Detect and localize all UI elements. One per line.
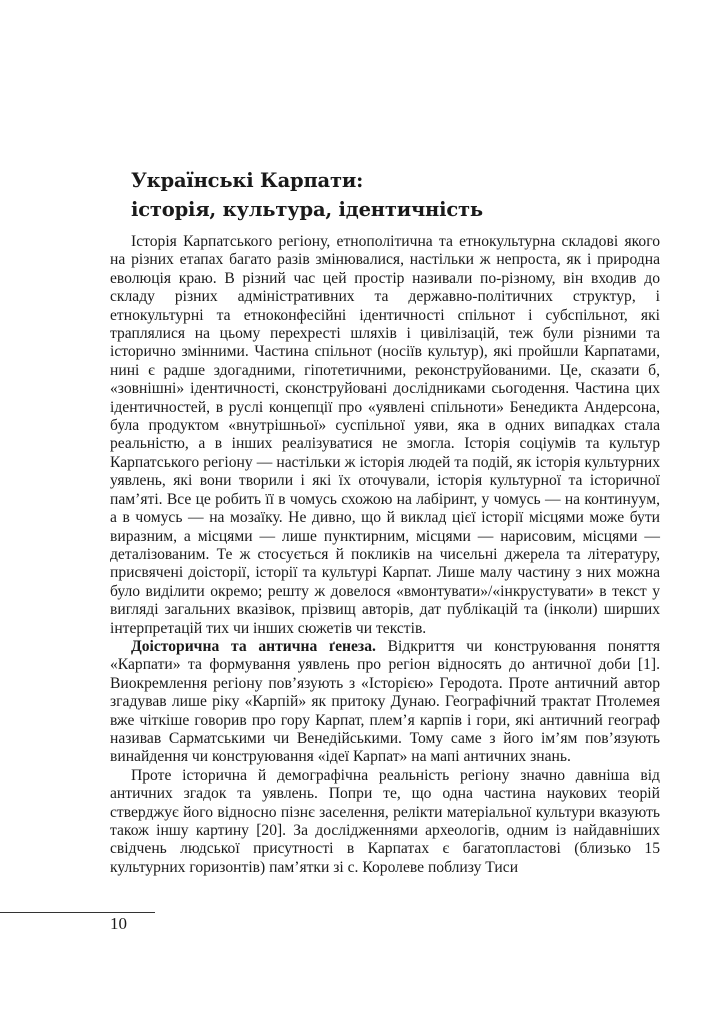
- footer-rule: [0, 912, 155, 913]
- paragraph-ancient-genesis-text: Відкриття чи конструювання поняття «Карпати» та формування уявлень про регіон відносять до античної доби [1]. Виокремлення регіону пов’язують з «Історією» Геродота. Проте античний автор згадував лише ріку «Карпій» як притоку Дунаю. Географічний трактат Птолемея вже чіткіше говорив про гору Карпат, плем’я карпів і гори, які античний географ називав Сарматськими чи Венедійськими. Тому саме з його ім’ям пов’язують винайдення чи конструювання «ідеї Карпат» на мапі античних знань.: [110, 637, 660, 766]
- paragraph-demographic-reality-text: Проте історична й демографічна реальність регіону значно давніша від античних згадок та уявлень. Попри те, що одна частина наукових теорій стверджує його відносно пізнє заселення, релікти матеріальної культури вказують також іншу картину [20]. За дослідженнями археологів, одним із найдавніших свідчень людської присутності в Карпатах є багатопластові (близько 15 культурних горизонтів) пам’ятки зі с. Королеве поблизу Тиси: [110, 766, 660, 876]
- paragraph-ancient-genesis-heading: Доісторична та антична ґенеза.: [131, 637, 376, 655]
- paragraph-intro-text: Історія Карпатського регіону, етнополітична та етнокультурна складові якого на різних етапах багато разів змінювалися, настільки ж непроста, як і природна еволюція краю. В різний час цей простір називали по-різному, він входив до складу різних адміністративних та державно-політичних структур, і етнокультурні та етноконфесійні ідентичності спільнот і субспільнот, які траплялися на цьому перехресті шляхів і цивілізацій, теж були різними та історично змінними. Частина спільнот (носіїв культур), які пройшли Карпатами, нині є радше здогадними, гіпотетичними, реконструйованими. Це, сказати б, «зовнішні» ідентичності, сконструйовані дослідниками сьогодення. Частина цих ідентичностей, в руслі концепції про «уявлені спільноти» Бенедикта Андерсона, була продуктом «внутрішньої» суспільної уяви, яка в одних випадках стала реальністю, а в інших реалізуватися не змогла. Історія соціумів та культур Карпатського регіону — настільки ж історія людей та подій, як історія культурних уявлень, які вони творили і які їх оточували, історія культурної та історичної пам’яті. Все це робить її в чомусь схожою на лабіринт, у чомусь — на континуум, а в чомусь — на мозаїку. Не дивно, що й виклад цієї історії місцями може бути виразним, а місцями — лише пунктирним, місцями — нарисовим, місцями — деталізованим. Те ж стосується й покликів на чисельні джерела та літературу, присвячені доісторії, історії та культурі Карпат. Лише малу частину з них можна було виділити окремо; решту ж довелося «вмонтувати»/«інкрустувати» в текст у вигляді загальних вказівок, прізвищ авторів, дат публікацій та (інколи) ширших інтерпретацій тих чи інших сюжетів чи текстів.: [110, 233, 660, 637]
- chapter-title: [131, 166, 661, 224]
- body-text: [110, 233, 660, 877]
- chapter-title-line-2: історія, культура, ідентичність: [131, 198, 483, 221]
- chapter-title-line-1: Українські Карпати:: [131, 169, 364, 192]
- paragraph-intro: [110, 233, 660, 638]
- paragraph-demographic-reality: [110, 767, 660, 877]
- paragraph-ancient-genesis: [110, 638, 660, 767]
- page-number: 10: [110, 914, 127, 933]
